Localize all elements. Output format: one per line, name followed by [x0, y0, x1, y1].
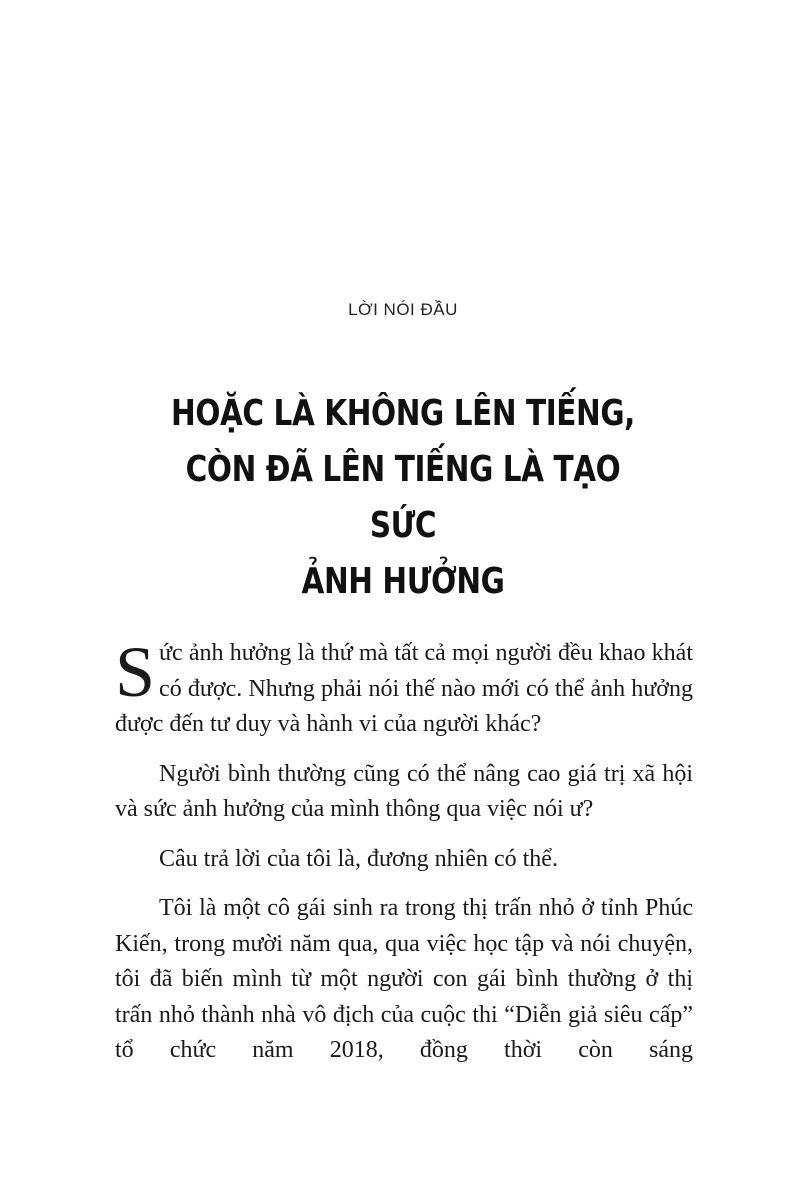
- paragraph: Câu trả lời của tôi là, đương nhiên có thể.: [159, 845, 558, 872]
- chapter-title: [171, 386, 635, 610]
- chapter-title-line: HOẶC LÀ KHÔNG LÊN TIẾNG,: [171, 393, 635, 434]
- chapter-title-line: CÒN ĐÃ LÊN TIẾNG LÀ TẠO SỨC: [185, 449, 621, 546]
- paragraph: Tôi là một cô gái sinh ra trong thị trấn nhỏ ở tỉnh Phúc Kiến, trong mười năm qua, qua việc học tập và nói chuyện, tôi đã biến mình từ một người con gái bình thường ở thị trấn nhỏ thành nhà vô địch của cuộc thi “Diễn giả siêu cấp” tổ chức năm 2018, đồng thời còn sáng: [115, 895, 693, 1063]
- body-text: [115, 632, 693, 1083]
- chapter-title-line: ẢNH HƯỞNG: [301, 561, 505, 602]
- paragraph: Người bình thường cũng có thể nâng cao giá trị xã hội và sức ảnh hưởng của mình thông qua việc nói ư?: [115, 760, 693, 822]
- drop-cap: S: [115, 632, 156, 712]
- paragraph-text: ức ảnh hưởng là thứ mà tất cả mọi người đều khao khát có được. Nhưng phải nói thế nào mới có thể ảnh hưởng được đến tư duy và hành vi của người khác?: [115, 640, 693, 737]
- section-label: LỜI NÓI ĐẦU: [348, 300, 458, 319]
- paragraph: [115, 632, 693, 743]
